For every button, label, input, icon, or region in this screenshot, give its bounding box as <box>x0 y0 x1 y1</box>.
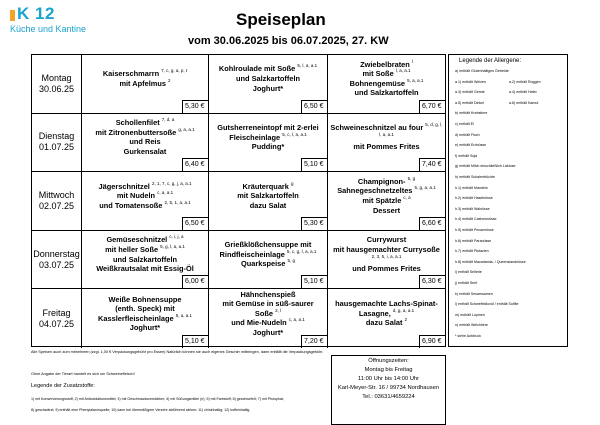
meal-cell <box>209 114 328 172</box>
allergen-codes: 5, g, l, a, a.1 <box>160 244 185 249</box>
meal-price: 7,20 € <box>301 335 327 348</box>
allergen-item: i) enthält Sellerie <box>455 270 482 275</box>
allergen-codes: l, a, a.1 <box>395 68 411 74</box>
meal-line <box>220 250 317 260</box>
menu-row <box>32 55 445 114</box>
allergen-item: b) enthält Krebstiere <box>455 111 488 116</box>
allergen-item: f) enthält Soja <box>455 153 478 158</box>
allergen-item: m) enthält Lupinen <box>455 312 485 317</box>
meal-price: 6,70 € <box>419 100 445 113</box>
allergen-codes: 5, c, g, l, a, a.1 <box>286 248 317 254</box>
meal-price: 5,10 € <box>301 158 327 171</box>
day-date: 02.07.25 <box>38 200 75 211</box>
logo <box>10 6 130 38</box>
meal-price: 5,30 € <box>182 100 208 113</box>
day-date: 03.07.25 <box>38 259 75 270</box>
allergen-item: h.8) enthält Macadamia- / Queenslandnüsse <box>455 259 526 264</box>
allergen-item: h.1) enthält Mandeln <box>455 185 488 190</box>
meal-line <box>330 123 443 142</box>
meal-cell <box>328 55 445 113</box>
meal-line <box>115 304 175 314</box>
meal-line-text: Weiße Bohnensuppe <box>108 294 182 304</box>
meal-line <box>99 201 190 211</box>
meal-line <box>253 84 283 94</box>
day-cell <box>32 114 82 172</box>
meal-line <box>229 133 307 143</box>
meal-line <box>250 201 287 211</box>
allergen-item: a.3) enthält Gerste <box>455 90 485 95</box>
meal-line-text: und Reis <box>129 137 161 147</box>
meal-description <box>330 59 443 99</box>
meal-line-text: mit Zitronenbuttersoße <box>95 127 177 137</box>
allergen-heading: Legende der Allergene: <box>459 58 522 64</box>
meal-description <box>84 235 206 275</box>
meal-line-text: Champignon- <box>357 176 406 186</box>
day-cell <box>32 55 82 113</box>
meal-description <box>211 59 325 99</box>
meal-line-text: dazu Salat <box>365 318 403 328</box>
meal-line-text: Dessert <box>372 205 401 215</box>
logo-sub-text: Küche und Kantine <box>10 24 87 34</box>
meal-line <box>253 328 283 338</box>
meal-line-text: und Salzkartoffeln <box>354 88 419 98</box>
allergen-codes: 2 <box>168 77 171 83</box>
meal-line <box>219 64 317 74</box>
meal-price: 6,50 € <box>301 100 327 113</box>
meal-description <box>330 176 443 216</box>
meal-cell <box>328 114 445 172</box>
allergen-codes: c, a, a.1 <box>288 317 305 323</box>
allergen-item: h.2) enthält Haselnüsse <box>455 196 493 201</box>
opening-hours-box <box>331 355 446 425</box>
allergen-item: a.2) enthält Roggen <box>509 79 541 84</box>
meal-line-text: mit Salzkartoffeln <box>237 191 299 201</box>
meal-price: 6,30 € <box>419 275 445 288</box>
meal-cell <box>209 172 328 230</box>
allergen-codes: 5, g <box>407 175 416 181</box>
meal-line-text: Rindfleischeinlage <box>219 249 285 259</box>
meal-description <box>84 176 206 216</box>
meal-cell <box>82 289 209 348</box>
allergen-item: j) enthält Senf <box>455 281 478 285</box>
menu-grid <box>31 54 446 347</box>
meal-description <box>330 118 443 158</box>
meal-line <box>222 299 313 309</box>
allergen-item: h.6) enthält Paranüsse <box>455 238 492 243</box>
meal-line-text: Quarkspeise <box>241 259 286 269</box>
meal-line <box>113 255 177 265</box>
meal-line <box>354 88 418 98</box>
allergen-codes: 5, g, a, a.1 <box>414 185 436 191</box>
meal-price: 5,30 € <box>301 217 327 230</box>
allergen-item: h) enthält Schalenfrüchte <box>455 175 495 179</box>
allergen-legend <box>448 54 568 347</box>
allergen-item: h.5) enthält Pecannüsse <box>455 228 494 232</box>
allergen-item: a.4) enthält Hafer <box>509 90 537 95</box>
meal-line <box>95 128 194 138</box>
allergen-item: h.7) enthält Pistazien <box>455 249 489 254</box>
meat-note: Ohne Angabe der Tierart handelt es sich um Schweinefleisch! <box>31 372 135 376</box>
meal-line-text: Joghurt* <box>252 328 284 338</box>
day-date: 30.06.25 <box>38 83 75 94</box>
meal-line-text: Kaiserschmarrn <box>102 69 160 79</box>
phone: Tel.: 03631/4659224 <box>362 394 415 400</box>
meal-line <box>241 259 295 269</box>
meal-line <box>335 299 438 309</box>
meal-line-text: Soße <box>254 308 273 318</box>
meal-line <box>129 137 160 147</box>
allergen-item: a.1) enthält Weizen <box>455 79 486 84</box>
allergen-codes: 5, c, l, a, a.1 <box>282 131 307 137</box>
meal-cell <box>209 231 328 289</box>
meal-description <box>211 118 325 158</box>
allergen-codes: l <box>411 58 413 64</box>
allergen-codes: 7, d, a <box>161 117 175 123</box>
address: Karl-Meyer-Str. 16 / 99734 Nordhausen <box>337 385 440 391</box>
meal-price: 6,50 € <box>182 217 208 230</box>
additives-line-2: 8) geschwärzt; 9) enthält eine Phenylalaninquelle; 10) kann bei übermäßigem Verzehr abführend wirken; 11) chininhaltig; 12) koffeinhaltig <box>31 408 250 412</box>
menu-row <box>32 289 445 348</box>
meal-line-text: Zwiebelbraten <box>360 59 410 69</box>
meal-description <box>330 293 443 334</box>
meal-line-text: Kasslerfleischeinlage <box>98 313 174 323</box>
meal-line <box>99 182 192 192</box>
page-subtitle: vom 30.06.2025 bis 06.07.2025, 27. KW <box>188 35 389 47</box>
meal-line <box>350 79 424 89</box>
meal-description <box>84 59 206 99</box>
meal-cell <box>82 172 209 230</box>
meal-line <box>362 69 410 79</box>
meal-line-text: und Mie-Nudeln <box>231 318 287 328</box>
day-date: 01.07.25 <box>38 142 75 153</box>
allergen-codes: 5, l, a, a.1 <box>297 63 318 69</box>
meal-line-text: mit Spätzle <box>362 195 402 205</box>
day-date: 04.07.25 <box>38 318 75 329</box>
allergen-codes: 2 <box>404 317 408 323</box>
allergen-item: n) enthält Weichtiere <box>455 323 488 328</box>
meal-line-text: mit Apfelmus <box>119 78 166 88</box>
meal-line <box>240 290 295 300</box>
page-title: Speiseplan <box>236 10 326 29</box>
meal-description <box>84 293 206 334</box>
meal-line-text: Grießklößchensuppe mit <box>224 240 312 250</box>
meal-description <box>211 176 325 216</box>
meal-cell <box>82 231 209 289</box>
meal-price: 5,10 € <box>301 275 327 288</box>
day-name: Dienstag <box>38 131 75 142</box>
meal-line-text: Hähnchenspieß <box>240 289 296 299</box>
allergen-codes: 5, a, a.1 <box>407 77 424 83</box>
meal-line-text: und Salzkartoffeln <box>112 254 178 264</box>
allergen-codes: 2, 3, 5, i, a, a.1 <box>371 253 402 259</box>
day-name: Montag <box>41 72 72 83</box>
meal-line <box>124 147 167 157</box>
meal-line-text: Lasagne, <box>358 308 391 318</box>
allergen-codes: 5, d, g, l, l, a, a.1 <box>379 122 443 137</box>
additives-line-1: 1) mit Konservierungsstoff; 2) mit Antioxidationsmittel; 3) mit Geschmacksverstärker; 4) mit Süßungsmittel (n); 5) mit Farbstoff; 6) geschwefelt; 7) mit Phosphat; <box>31 397 284 401</box>
opening-days: Montag bis Freitag <box>364 367 413 373</box>
meal-line-text: und Pommes Frites <box>352 264 421 274</box>
meal-line <box>337 186 436 196</box>
meal-line <box>96 264 194 274</box>
allergen-codes: 5, a, a.1 <box>175 312 192 318</box>
meal-line-text: mit heller Soße <box>105 245 159 254</box>
meal-line-text: Joghurt* <box>252 83 284 93</box>
meal-line <box>362 196 410 206</box>
day-name: Freitag <box>42 307 71 318</box>
allergen-item: a) enthält Glutenhaltiges Getreide <box>455 69 509 73</box>
meal-line-text: Currywurst <box>366 235 407 245</box>
allergen-item: e) enthält Erdnüsse <box>455 143 487 148</box>
day-cell <box>32 172 82 230</box>
meal-cell <box>328 231 445 289</box>
allergen-codes: 2, 1, 7, c, g, j, a, a.1 <box>151 180 192 186</box>
meal-line-text: Schweineschnitzel au four <box>330 123 424 132</box>
meal-line-text: Gutsherreneintopf mit 2-erlei <box>217 123 319 132</box>
day-name: Mittwoch <box>38 189 75 200</box>
meal-line-text: Pudding* <box>251 142 285 152</box>
allergen-codes: g, a, a.1 <box>178 126 195 132</box>
meal-line-text: mit hausgemachter Currysoße <box>333 245 440 254</box>
meal-line-text: Fleischeinlage <box>229 132 281 142</box>
meal-line-text: dazu Salat <box>249 200 287 210</box>
takeaway-note: Alle Speisen auch zum mitnehmen (zzgl. 1,00 € Verpackungsgebühr pro Essen) Natürlich können sie auch eigenes Geschirr mitbringen, dann entfällt die Verpackungsgebühr. <box>31 350 324 354</box>
day-cell <box>32 289 82 348</box>
meal-price: 7,40 € <box>419 158 445 171</box>
meal-line <box>130 323 160 333</box>
meal-line <box>367 235 406 245</box>
meal-cell <box>82 55 209 113</box>
opening-hours-heading: Öffnungszeiten: <box>368 358 409 364</box>
meal-line-text: und Salzkartoffeln <box>235 74 301 83</box>
day-name: Donnerstag <box>33 248 80 259</box>
allergen-codes: 2, l <box>275 307 282 313</box>
meal-cell <box>209 289 328 348</box>
allergen-item: g) enthält Milch einschließlich Laktose <box>455 164 516 169</box>
allergen-codes: g <box>290 180 294 186</box>
meal-description <box>84 118 206 158</box>
meal-line-text: Gurkensalat <box>123 146 167 156</box>
allergen-codes: 7, c, g, a, p, t <box>161 68 188 74</box>
meal-line-text: Joghurt* <box>129 323 161 333</box>
menu-row <box>32 114 445 173</box>
meal-description <box>211 235 325 275</box>
day-cell <box>32 231 82 289</box>
meal-line <box>372 255 402 265</box>
meal-line-text: Kräuterquark <box>242 181 289 191</box>
meal-line-text: hausgemachte Lachs-Spinat- <box>335 299 438 309</box>
menu-row <box>32 231 445 290</box>
meal-line <box>98 314 192 324</box>
allergen-item: h.4) enthält Cashewnüsse <box>455 217 497 222</box>
meal-line-text: Schollenfilet <box>115 118 160 128</box>
meal-cell <box>82 114 209 172</box>
meal-line-text: mit Nudeln <box>116 191 156 201</box>
allergen-item: c) enthält Ei <box>455 122 474 126</box>
opening-times: 11:00 Uhr bis 14:00 Uhr <box>357 376 420 382</box>
meal-line <box>231 318 305 328</box>
menu-row <box>32 172 445 231</box>
meal-line-text: Kohlroulade mit Soße <box>218 64 296 74</box>
meal-line <box>252 142 284 152</box>
meal-line <box>109 295 182 305</box>
meal-line <box>366 318 407 328</box>
meal-line <box>373 206 400 216</box>
meal-line-text: mit Soße <box>362 69 394 79</box>
allergen-codes: d, g, a, a.1 <box>392 307 415 313</box>
meal-price: 5,10 € <box>182 335 208 348</box>
meal-line <box>236 74 300 84</box>
allergen-codes: c, a <box>403 194 411 200</box>
meal-line-text: Jägerschnitzel <box>98 181 150 191</box>
allergen-item: h.3) enthält Walnüsse <box>455 206 490 211</box>
meal-price: 6,90 € <box>419 335 445 348</box>
meal-description <box>211 289 325 338</box>
meal-line-text: und Tomatensoße <box>99 200 163 210</box>
meal-line-text: mit Pommes Frites <box>353 142 420 152</box>
meal-line-text: (enth. Speck) mit <box>115 304 175 314</box>
meal-line <box>358 177 415 187</box>
meal-price: 6,00 € <box>182 275 208 288</box>
allergen-item: k) enthält Sesamsamen <box>455 291 493 296</box>
meal-line-text: Gemüseschnitzel <box>106 235 168 245</box>
meal-description <box>330 235 443 275</box>
allergen-item: d) enthält Fisch <box>455 132 480 137</box>
meal-line <box>243 182 294 192</box>
meal-line-text: Weißkrautsalat mit Essig-Öl <box>96 264 194 274</box>
logo-main-text: K 12 <box>17 4 55 23</box>
meal-line-text: Sahnegeschnetzeltes <box>337 186 413 196</box>
allergen-item: l) enthält Schwefeldioxid / enthält Sulfite <box>455 302 519 307</box>
meal-line <box>116 118 175 128</box>
meal-cell <box>328 289 445 348</box>
allergen-item: a.6) enthält Kamut <box>509 100 539 105</box>
meal-line <box>237 191 299 201</box>
allergen-item: * siehe Aufdruck <box>455 334 481 338</box>
meal-line <box>103 69 187 79</box>
allergen-codes: 2, 5, 1, a, a.1 <box>164 199 191 205</box>
meal-line <box>353 142 419 152</box>
meal-cell <box>209 55 328 113</box>
meal-line <box>105 245 185 255</box>
allergen-codes: c, a, a.1 <box>157 190 174 196</box>
additives-heading: Legende der Zusatzstoffe: <box>31 383 95 389</box>
meal-line-text: Bohnengemüse <box>349 78 406 88</box>
meal-line <box>119 79 170 89</box>
allergen-item: a.5) enthält Dinkel <box>455 100 484 105</box>
meal-line <box>352 264 421 274</box>
meal-cell <box>328 172 445 230</box>
allergen-codes: c, i, j, a <box>169 234 184 240</box>
meal-price: 6,60 € <box>419 217 445 230</box>
allergen-codes: 5, g <box>287 258 295 264</box>
meal-line-text: mit Gemüse in süß-saurer <box>222 299 314 309</box>
meal-price: 6,40 € <box>182 158 208 171</box>
